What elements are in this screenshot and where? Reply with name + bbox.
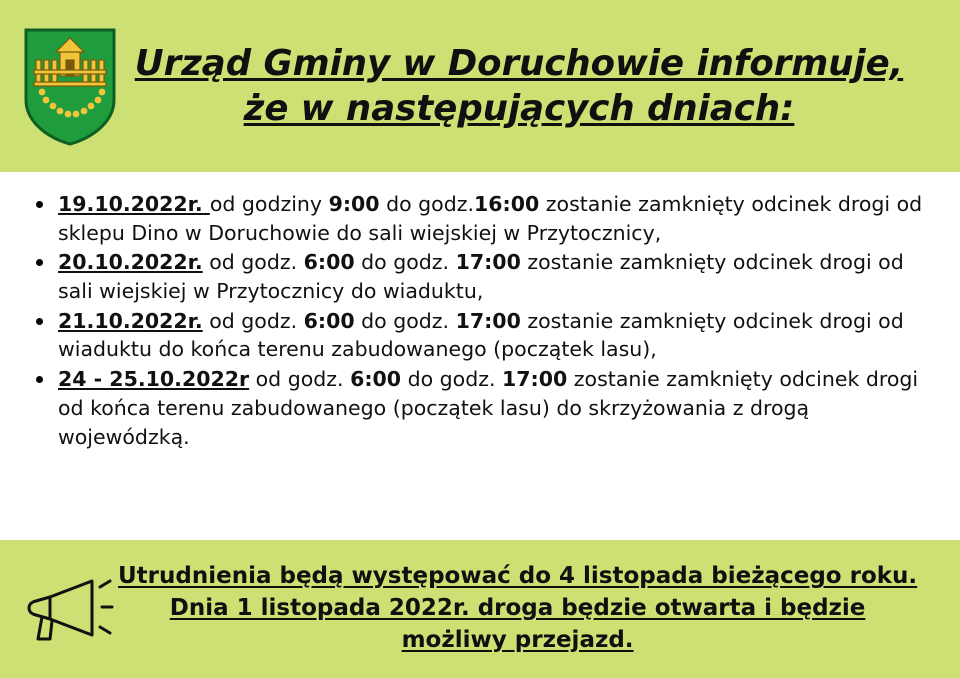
list-item <box>22 248 938 305</box>
header-title-line-1: Urząd Gminy w Doruchowie informuje, <box>134 42 904 84</box>
notice-text: do godz. <box>354 308 456 333</box>
notice-date: 20.10.2022r. <box>58 250 203 275</box>
footer-line-2: Dnia 1 listopada 2022r. droga będzie otwarta i będzie <box>169 595 866 622</box>
notice-list <box>22 190 938 451</box>
poster-footer <box>0 540 960 678</box>
list-item <box>22 365 938 451</box>
notice-text: od godz. <box>202 308 304 333</box>
notice-date: 21.10.2022r. <box>58 308 203 333</box>
coat-of-arms-icon <box>22 26 118 146</box>
notice-date: 19.10.2022r. <box>58 192 210 216</box>
notice-time-to: 17:00 <box>455 308 521 333</box>
notice-text: zostanie zamknięty odcinek drogi od sali wiejskiej w Przytocznicy do wiaduktu, <box>58 250 904 304</box>
notice-time-from: 6:00 <box>303 250 355 275</box>
notice-text: do godz. <box>379 192 474 216</box>
footer-line-1: Utrudnienia będą występować do 4 listopada bieżącego roku. <box>118 563 918 590</box>
notice-time-from: 9:00 <box>328 192 380 216</box>
header-title-line-2: że w następujących dniach: <box>243 88 795 129</box>
notice-body <box>0 172 960 540</box>
header-title-block <box>126 41 942 132</box>
notice-time-from: 6:00 <box>350 367 402 392</box>
notice-text: zostanie zamknięty odcinek drogi od końca terenu zabudowanego (początek lasu) do skrzyżowania z drogą wojewódzką. <box>58 367 919 449</box>
notice-text: do godz. <box>354 250 456 275</box>
notice-text: od godziny <box>209 192 329 216</box>
footer-text-block <box>118 561 957 656</box>
notice-text: od godz. <box>202 250 304 275</box>
notice-time-to: 17:00 <box>502 367 568 392</box>
notice-date: 24 - 25.10.2022r <box>58 367 250 392</box>
list-item <box>22 307 938 364</box>
megaphone-icon <box>22 569 114 649</box>
footer-line-3: możliwy przejazd. <box>401 626 634 653</box>
notice-time-from: 6:00 <box>303 308 355 333</box>
poster-header <box>0 0 960 172</box>
notice-time-to: 17:00 <box>455 250 521 275</box>
notice-time-to: 16:00 <box>474 192 540 216</box>
notice-text: zostanie zamknięty odcinek drogi od wiaduktu do końca terenu zabudowanego (początek lasu), <box>58 308 904 362</box>
notice-text: do godz. <box>401 367 503 392</box>
list-item <box>22 190 938 247</box>
notice-text: zostanie zamknięty odcinek drogi od sklepu Dino w Doruchowie do sali wiejskiej w Przytocznicy, <box>58 192 923 245</box>
notice-text: od godz. <box>249 367 351 392</box>
